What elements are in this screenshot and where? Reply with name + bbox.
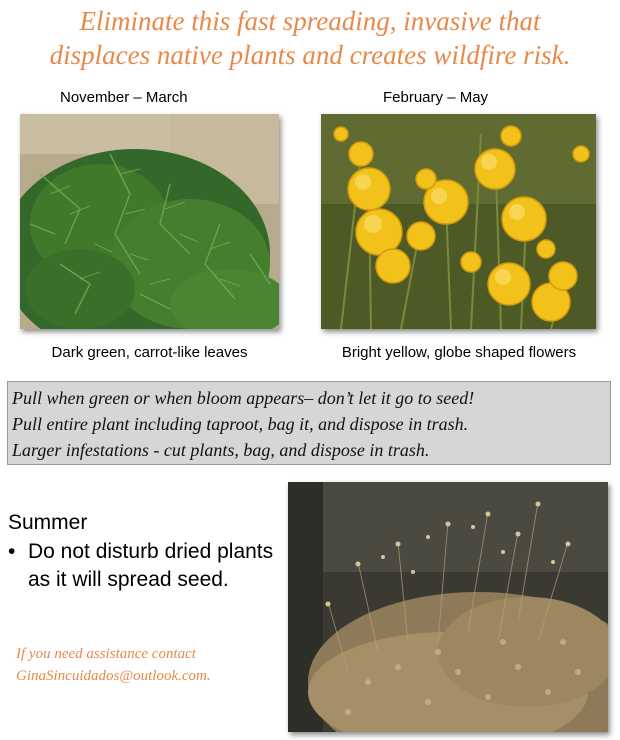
season-label-spring: February – May	[383, 89, 489, 106]
instructions-box	[7, 381, 611, 465]
dried-plant-illustration	[288, 482, 608, 732]
contact-info	[16, 643, 211, 687]
headline-line-2: displaces native plants and creates wildfire risk.	[49, 40, 571, 70]
instruction-line: Larger infestations - cut plants, bag, and dispose in trash.	[12, 440, 430, 460]
headline-line-1: Eliminate this fast spreading, invasive that	[79, 6, 541, 36]
contact-email: GinaSincuidados@outlook.com.	[16, 668, 211, 684]
headline	[0, 4, 620, 72]
summer-heading: Summer	[8, 511, 88, 534]
flower-caption: Bright yellow, globe shaped flowers	[341, 344, 577, 361]
flower-illustration	[321, 114, 596, 329]
leaf-caption: Dark green, carrot-like leaves	[51, 344, 248, 361]
leaf-illustration	[20, 114, 279, 329]
season-label-winter: November – March	[60, 89, 188, 106]
leaf-photo	[20, 114, 279, 329]
dried-plant-photo	[288, 482, 608, 732]
contact-line: If you need assistance contact	[16, 646, 196, 662]
flower-photo	[321, 114, 596, 329]
instruction-line: Pull entire plant including taproot, bag it, and dispose in trash.	[12, 414, 469, 434]
bullet-symbol: •	[8, 540, 16, 563]
summer-bullet-text: Do not disturb dried plants as it will spread seed.	[28, 540, 274, 591]
instruction-line: Pull when green or when bloom appears– don’t let it go to seed!	[12, 388, 475, 408]
